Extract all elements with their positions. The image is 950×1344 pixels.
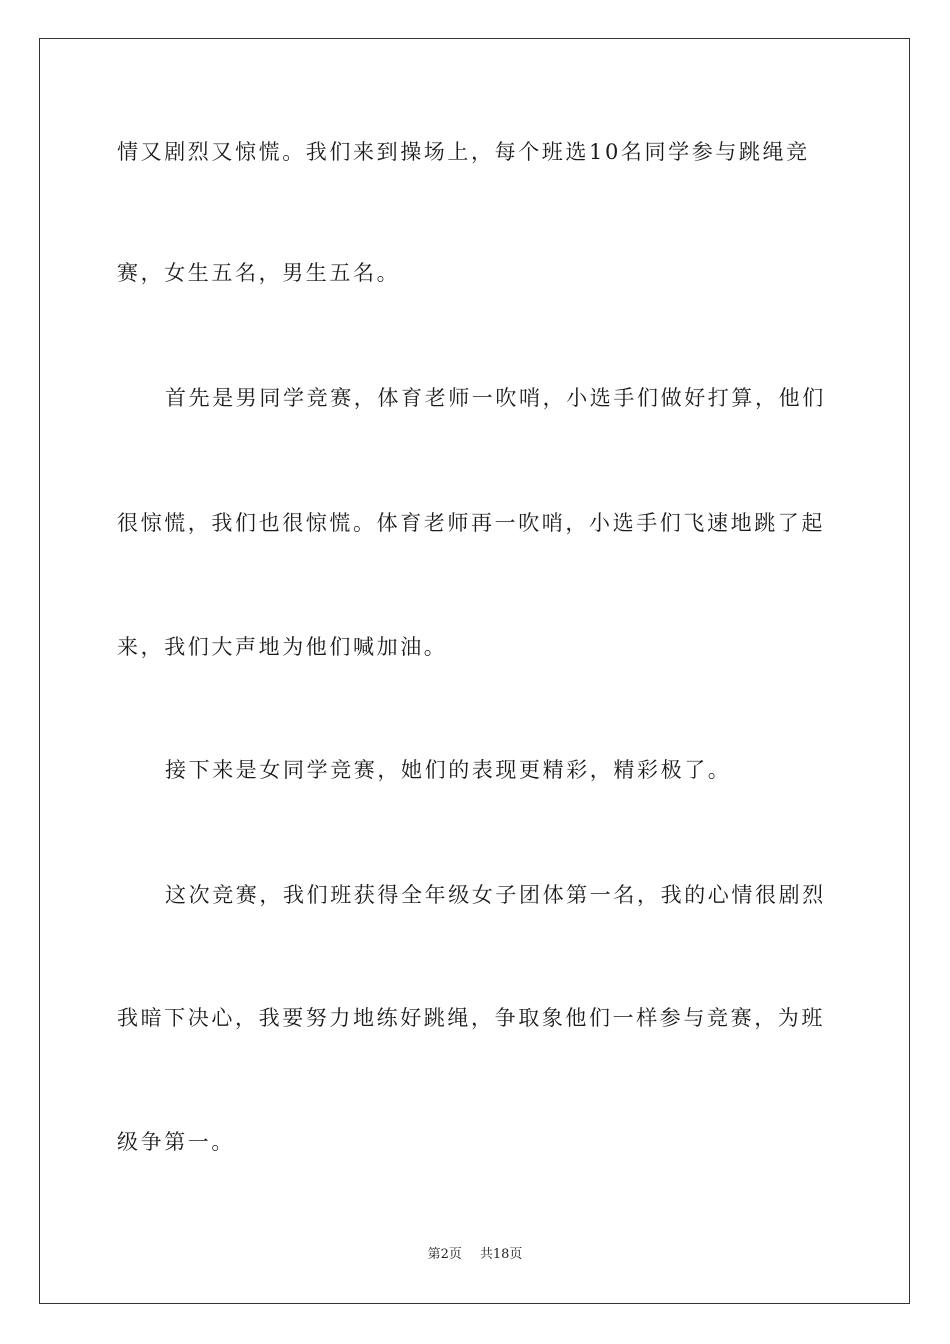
text-line: 来，我们大声地为他们喊加油。 (117, 635, 448, 659)
paragraph-start-line: 接下来是女同学竞赛，她们的表现更精彩，精彩极了。 (165, 758, 732, 782)
paragraph-start-line: 首先是男同学竞赛，体育老师一吹哨，小选手们做好打算，他们 (165, 386, 826, 410)
text-line: 赛，女生五名，男生五名。 (117, 261, 401, 285)
paragraph-start-line: 这次竞赛，我们班获得全年级女子团体第一名，我的心情很剧烈 (165, 883, 826, 907)
text-line: 情又剧烈又惊慌。我们来到操场上，每个班选10名同学参与跳绳竞 (117, 140, 810, 164)
text-line: 很惊慌，我们也很惊慌。体育老师再一吹哨，小选手们飞速地跳了起 (117, 511, 825, 535)
page-footer (0, 1246, 950, 1264)
page-number-current: 第2页 (427, 1247, 462, 1262)
text-line: 级争第一。 (117, 1130, 235, 1154)
page-number-total: 共18页 (479, 1247, 523, 1262)
text-line: 我暗下决心，我要努力地练好跳绳，争取象他们一样参与竞赛，为班 (117, 1006, 825, 1030)
page-frame (39, 38, 910, 1304)
